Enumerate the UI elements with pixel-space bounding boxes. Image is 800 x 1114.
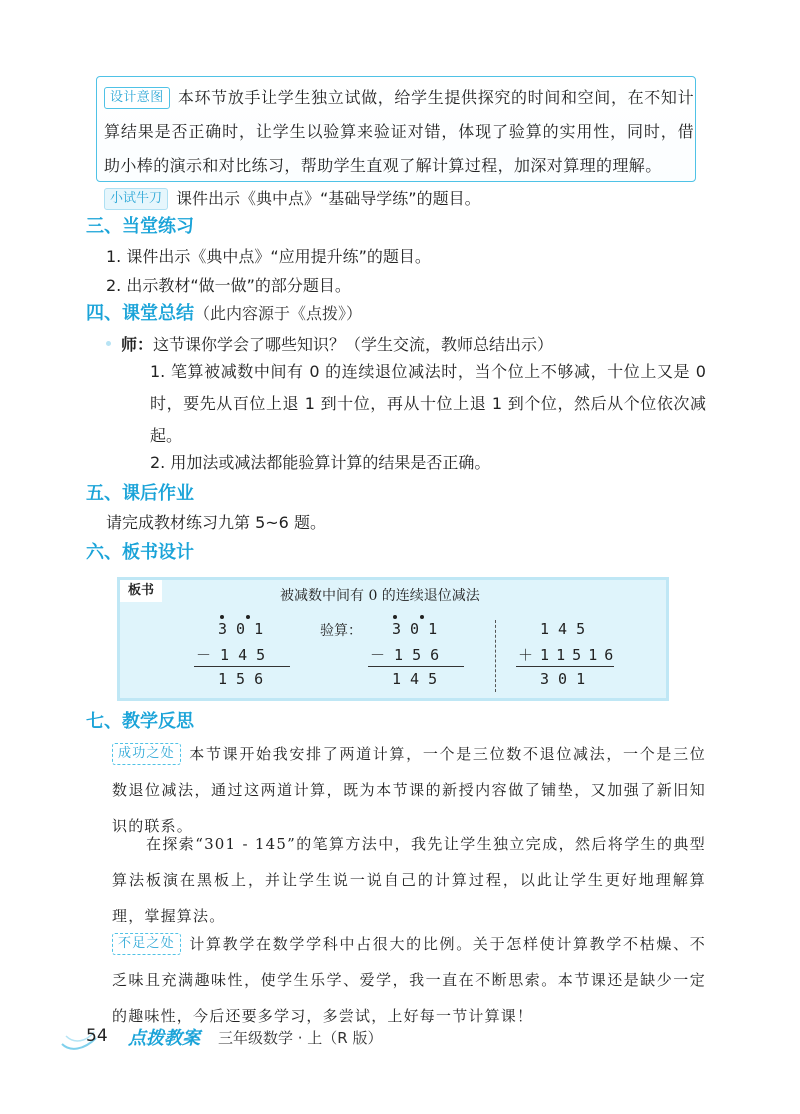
success-paragraph-2: [112, 826, 706, 934]
success-tag: 成功之处: [112, 743, 181, 765]
page-number: 54: [86, 1026, 108, 1046]
section-4-title: 四、课堂总结: [86, 303, 194, 324]
summary-item-1: [150, 356, 706, 452]
bullet-dot-icon: [106, 341, 111, 346]
brand-logo: 点拨教案: [128, 1028, 200, 1049]
calc1-subtrahend: － 1 4 5: [196, 646, 266, 664]
calc1-rule: [194, 666, 290, 667]
teacher-line: [106, 333, 553, 357]
calc1-minuend: 3 0 1: [218, 620, 264, 638]
calc2-subtrahend: － 1 5 6: [370, 646, 440, 664]
design-intent-paragraph: [104, 81, 694, 183]
section-7-heading: 七、教学反思: [86, 711, 194, 732]
success-text-1: 本节课开始我安排了两道计算，一个是三位数不退位减法，一个是三位数退位减法，通过这两道计算，既为本节课的新授内容做了铺垫，又加强了新旧知识的联系。: [112, 745, 706, 835]
lack-tag: 不足之处: [112, 933, 181, 955]
summary-item-2: 2. 用加法或减法都能验算计算的结果是否正确。: [150, 453, 491, 472]
calc3-addend: 1 4 5: [540, 620, 586, 638]
calc3-addend-2: ＋ 1 1 5 1 6: [518, 646, 613, 664]
section-3-item-2: 2. 出示教材“做一做”的部分题目。: [106, 276, 351, 295]
borrow-dot-icon: [246, 615, 250, 619]
lack-paragraph: [112, 926, 706, 1034]
trial-tag: 小试牛刀: [104, 188, 168, 210]
section-4-heading: [86, 302, 362, 326]
borrow-dot-icon: [220, 615, 224, 619]
board-title: 被减数中间有 0 的连续退位减法: [280, 588, 480, 604]
section-6-heading: 六、板书设计: [86, 542, 194, 563]
trial-line: [104, 187, 481, 211]
homework-text: 请完成教材练习九第 5~6 题。: [106, 513, 326, 532]
lack-text: 计算教学在数学学科中占很大的比例。关于怎样使计算教学不枯燥、不乏味且充满趣味性，使学生乐学、爱学，我一直在不断思索。本节课还是缺少一定的趣味性，今后还要多学习，多尝试，上好每一节计算课！: [112, 935, 706, 1025]
calc2-minuend: 3 0 1: [392, 620, 438, 638]
calc2-rule: [368, 666, 464, 667]
section-3-heading: 三、当堂练习: [86, 216, 194, 237]
borrow-dot-icon: [420, 615, 424, 619]
success-text-2: 在探索“301 - 145”的笔算方法中，我先让学生独立完成，然后将学生的典型算法板演在黑板上，并让学生说一说自己的计算过程，以此让学生更好地理解算理，掌握算法。: [112, 835, 706, 925]
section-5-heading: 五、课后作业: [86, 483, 194, 504]
board-label: 板书: [120, 580, 162, 602]
calc1-result: 1 5 6: [218, 670, 264, 688]
section-4-note: （此内容源于《点拨》）: [194, 304, 363, 323]
summary-item-1-text: 1. 笔算被减数中间有 0 的连续退位减法时，当个位上不够减，十位上又是 0 时，要先从百位上退 1 到十位，再从十位上退 1 到个位，然后从个位依次减起。: [150, 362, 706, 445]
section-3-item-1: 1. 课件出示《典中点》“应用提升练”的题目。: [106, 247, 431, 266]
board-divider: [495, 620, 496, 692]
calc2-result: 1 4 5: [392, 670, 438, 688]
calc3-rule: [516, 666, 614, 667]
borrow-dot-icon: [393, 615, 397, 619]
trial-text: 课件出示《典中点》“基础导学练”的题目。: [176, 189, 481, 208]
calc3-result: 3 0 1: [540, 670, 586, 688]
teacher-label: 师：: [121, 335, 154, 354]
book-title: 三年级数学 · 上（R 版）: [218, 1029, 383, 1047]
design-intent-tag: 设计意图: [104, 87, 170, 109]
teacher-text: 这节课你学会了哪些知识？（学生交流，教师总结出示）: [153, 335, 554, 354]
check-label: 验算：: [320, 623, 362, 639]
design-intent-text: 本环节放手让学生独立试做，给学生提供探究的时间和空间，在不知计算结果是否正确时，让学生以验算来验证对错，体现了验算的实用性，同时，借助小棒的演示和对比练习，帮助学生直观了解计算过程，加深对算理的理解。: [104, 88, 694, 175]
